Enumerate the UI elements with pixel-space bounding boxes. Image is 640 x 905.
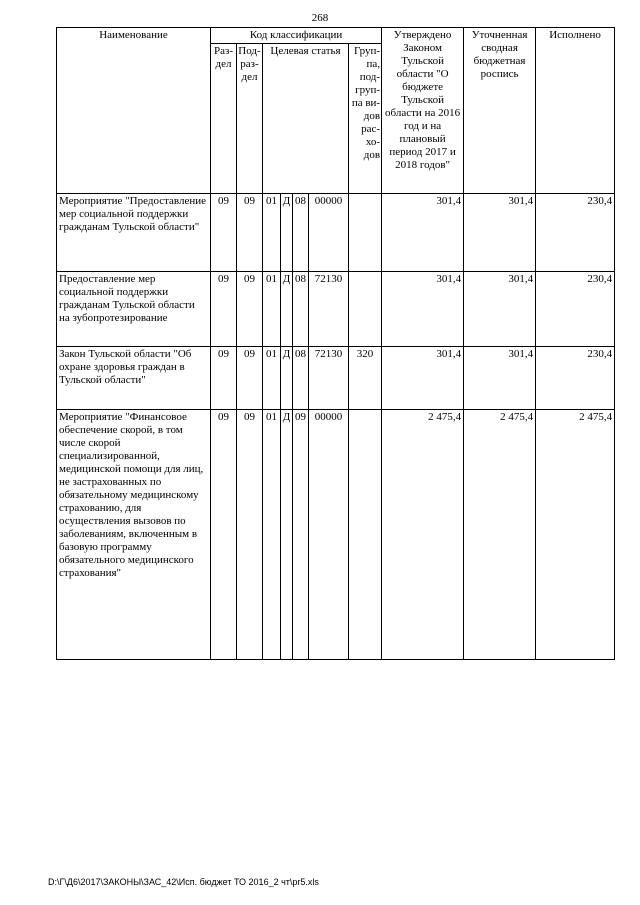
row-name: Закон Тульской области "Об охране здоровья граждан в Тульской области": [57, 347, 211, 410]
file-path-footer: D:\Г\Д6\2017\ЗАКОНЫ\ЗАС_42\Исп. бюджет ТО 2016_2 чт\pr5.xls: [48, 877, 319, 887]
header-section: Раз-дел: [211, 44, 237, 194]
row-target-part-2: Д: [281, 410, 293, 660]
row-expense-group: 320: [349, 347, 382, 410]
page-number: 268: [311, 12, 329, 24]
row-section: 09: [211, 347, 237, 410]
table-row: [57, 347, 615, 410]
row-approved: 301,4: [382, 272, 464, 347]
row-approved: 2 475,4: [382, 410, 464, 660]
row-subsection: 09: [237, 347, 263, 410]
header-approved: Утверждено Законом Тульской области "О бюджете Тульской области на 2016 год и на плановый период 2017 и 2018 годов": [382, 28, 464, 194]
header-row-1: [57, 28, 615, 44]
row-target-part-4: 72130: [309, 272, 349, 347]
row-target-part-3: 08: [293, 272, 309, 347]
table-row: [57, 272, 615, 347]
row-executed: 230,4: [536, 272, 615, 347]
row-target-part-1: 01: [263, 194, 281, 272]
row-refined: 301,4: [464, 194, 536, 272]
row-target-part-3: 09: [293, 410, 309, 660]
row-name: Мероприятие "Финансовое обеспечение скорой, в том числе скорой специализированной, медицинской помощи для лиц, не застрахованных по обязательному медицинскому страхованию, для осуществления вызовов по заболеваниям, включенным в базовую программу обязательного медицинского страхования": [57, 410, 211, 660]
table-row: [57, 410, 615, 660]
row-executed: 230,4: [536, 194, 615, 272]
row-target-part-1: 01: [263, 410, 281, 660]
row-target-part-3: 08: [293, 347, 309, 410]
header-name: Наименование: [57, 28, 211, 194]
row-refined: 301,4: [464, 272, 536, 347]
row-section: 09: [211, 272, 237, 347]
row-target-part-1: 01: [263, 272, 281, 347]
row-section: 09: [211, 194, 237, 272]
row-expense-group: [349, 194, 382, 272]
row-subsection: 09: [237, 410, 263, 660]
row-target-part-3: 08: [293, 194, 309, 272]
row-target-part-4: 72130: [309, 347, 349, 410]
budget-table: [56, 27, 615, 660]
row-expense-group: [349, 410, 382, 660]
header-refined: Уточненная сводная бюджетная роспись: [464, 28, 536, 194]
header-classification-code: Код классификации: [211, 28, 382, 44]
table-row: [57, 194, 615, 272]
row-target-part-4: 00000: [309, 410, 349, 660]
row-refined: 301,4: [464, 347, 536, 410]
row-refined: 2 475,4: [464, 410, 536, 660]
header-subsection: Под-раз-дел: [237, 44, 263, 194]
row-name: Мероприятие "Предоставление мер социальной поддержки гражданам Тульской области": [57, 194, 211, 272]
header-expense-group: Груп-па, под-груп-па ви-дов рас-хо-дов: [349, 44, 382, 194]
row-target-part-2: Д: [281, 194, 293, 272]
row-target-part-1: 01: [263, 347, 281, 410]
row-name: Предоставление мер социальной поддержки гражданам Тульской области на зубопротезирование: [57, 272, 211, 347]
row-approved: 301,4: [382, 194, 464, 272]
row-subsection: 09: [237, 194, 263, 272]
row-subsection: 09: [237, 272, 263, 347]
row-target-part-2: Д: [281, 272, 293, 347]
row-target-part-4: 00000: [309, 194, 349, 272]
header-target-article: Целевая статья: [263, 44, 349, 194]
row-executed: 2 475,4: [536, 410, 615, 660]
row-executed: 230,4: [536, 347, 615, 410]
header-executed: Исполнено: [536, 28, 615, 194]
row-approved: 301,4: [382, 347, 464, 410]
row-expense-group: [349, 272, 382, 347]
row-target-part-2: Д: [281, 347, 293, 410]
row-section: 09: [211, 410, 237, 660]
